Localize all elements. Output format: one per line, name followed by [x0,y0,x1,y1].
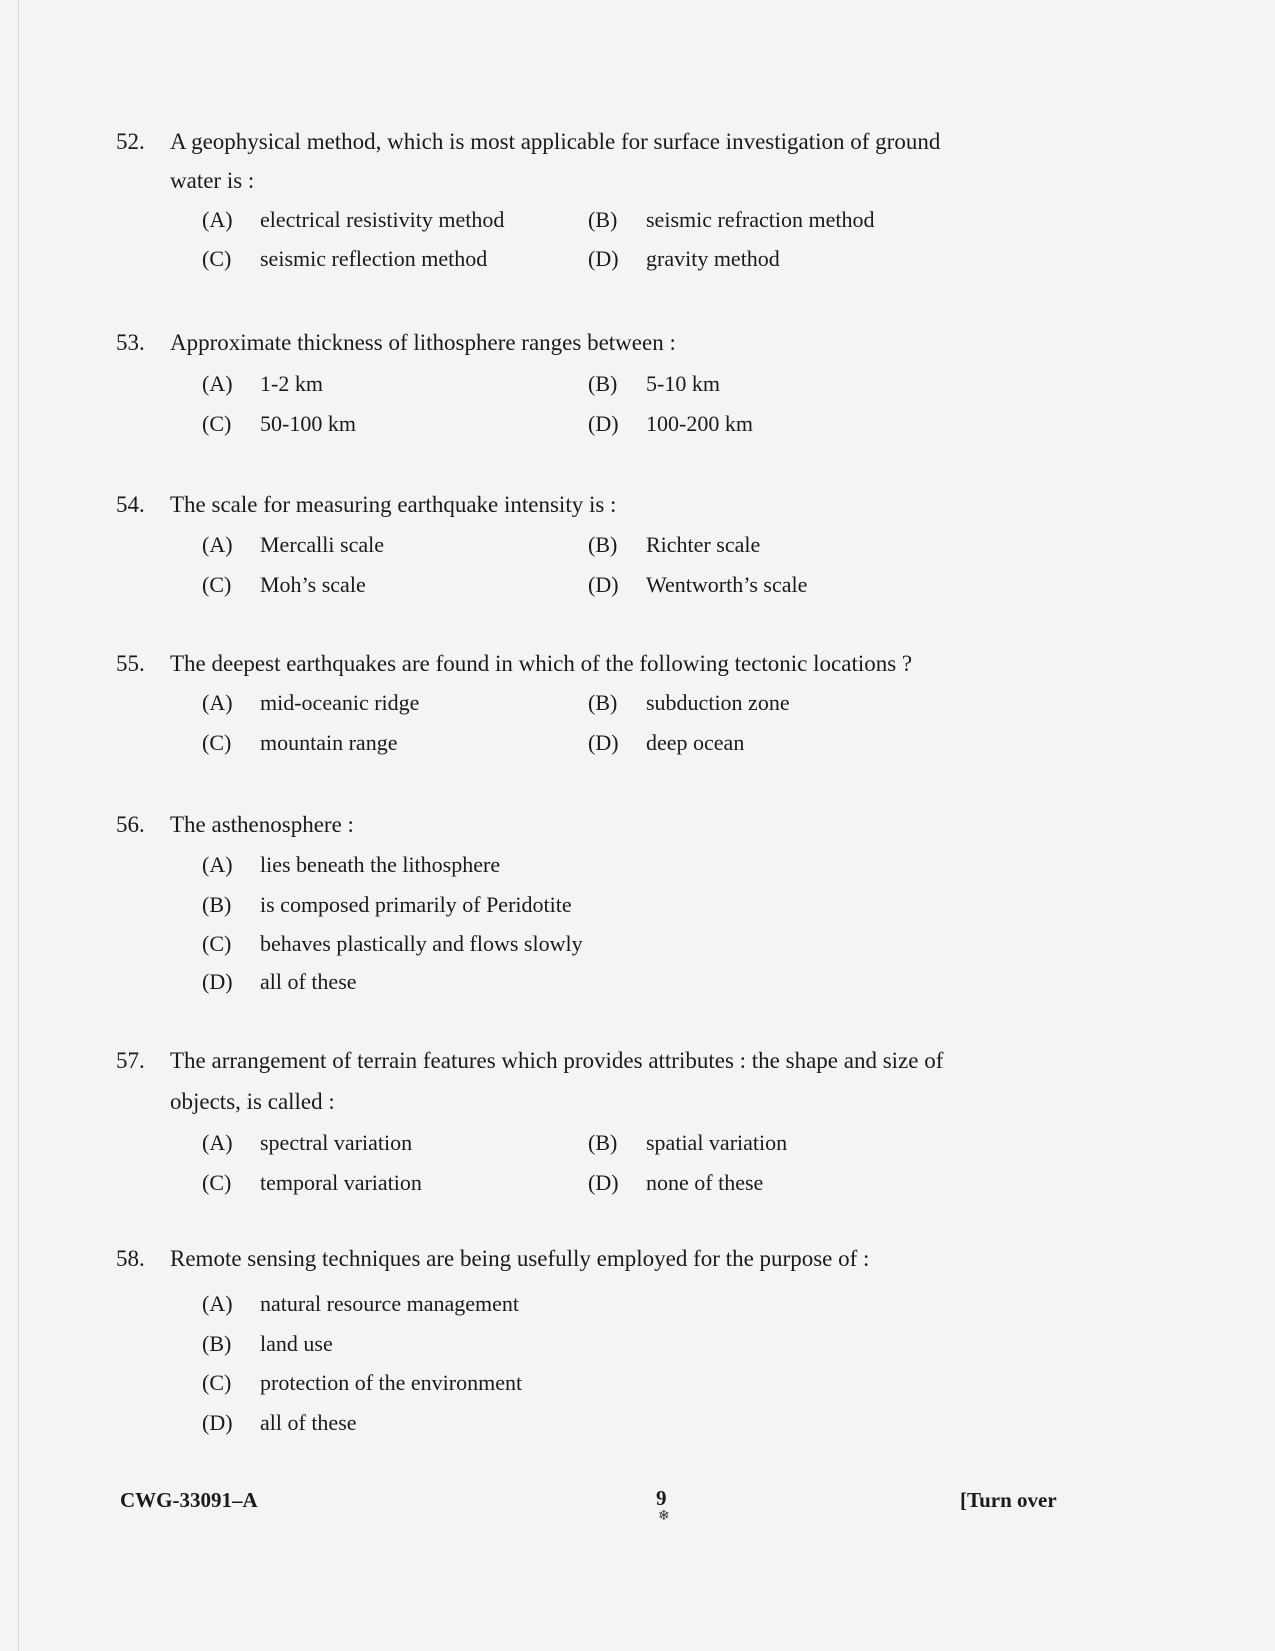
question-text: A geophysical method, which is most applicable for surface investigation of ground [170,129,941,154]
option-label: (C) [202,931,232,956]
option-text: behaves plastically and flows slowly [260,931,583,956]
option-text: mid-oceanic ridge [260,690,420,715]
option-text: seismic refraction method [646,207,875,232]
question-number: 52. [116,129,145,154]
option-text: Wentworth’s scale [646,572,808,597]
option-label: (B) [202,892,232,917]
option-text: natural resource management [260,1291,519,1316]
option-label: (C) [202,572,232,597]
option-text: 50-100 km [260,411,356,436]
page-number: 9 [656,1486,667,1510]
option-text: electrical resistivity method [260,207,505,232]
option-text: land use [260,1331,333,1356]
option-text: protection of the environment [260,1370,523,1395]
option-label: (B) [588,371,618,396]
question-text: Remote sensing techniques are being usefully employed for the purpose of : [170,1246,870,1271]
option-text: lies beneath the lithosphere [260,852,501,877]
option-label: (C) [202,411,232,436]
option-text: all of these [260,969,357,994]
option-label: (B) [588,690,618,715]
option-label: (D) [202,969,233,994]
option-label: (A) [202,532,233,557]
option-text: mountain range [260,730,398,755]
option-text: all of these [260,1410,357,1435]
question-number: 56. [116,812,145,837]
option-text: none of these [646,1170,764,1195]
option-text: Moh’s scale [260,572,366,597]
option-label: (D) [588,246,619,271]
option-text: 1-2 km [260,371,323,396]
option-label: (C) [202,730,232,755]
question-number: 53. [116,330,145,355]
option-text: temporal variation [260,1170,422,1195]
option-text: seismic reflection method [260,246,488,271]
question-text: Approximate thickness of lithosphere ranges between : [170,330,676,355]
option-text: Mercalli scale [260,532,384,557]
question-text: The deepest earthquakes are found in which of the following tectonic locations ? [170,651,913,676]
option-label: (D) [202,1410,233,1435]
question-number: 57. [116,1048,145,1073]
option-text: 100-200 km [646,411,753,436]
question-text: water is : [170,168,255,193]
option-label: (A) [202,690,233,715]
option-text: spatial variation [646,1130,788,1155]
option-label: (A) [202,1130,233,1155]
option-text: is composed primarily of Peridotite [260,892,572,917]
question-text: The scale for measuring earthquake intensity is : [170,492,617,517]
option-text: Richter scale [646,532,761,557]
option-text: 5-10 km [646,371,720,396]
turn-over-note: [Turn over [960,1488,1057,1512]
option-label: (C) [202,1370,232,1395]
option-label: (B) [588,1130,618,1155]
option-label: (A) [202,1291,233,1316]
option-text: subduction zone [646,690,790,715]
question-number: 58. [116,1246,145,1271]
question-text: The arrangement of terrain features which provides attributes : the shape and size of [170,1048,944,1073]
page-edge-line [18,0,19,1651]
option-label: (C) [202,1170,232,1195]
option-label: (B) [202,1331,232,1356]
option-label: (D) [588,411,619,436]
question-text: objects, is called : [170,1089,335,1114]
option-label: (D) [588,572,619,597]
option-label: (A) [202,207,233,232]
option-label: (C) [202,246,232,271]
option-text: deep ocean [646,730,745,755]
question-number: 54. [116,492,145,517]
option-text: gravity method [646,246,780,271]
option-label: (D) [588,1170,619,1195]
question-text: The asthenosphere : [170,812,354,837]
question-number: 55. [116,651,145,676]
option-label: (D) [588,730,619,755]
option-label: (B) [588,207,618,232]
snowflake-mark-icon: ❄ [658,1509,670,1524]
option-label: (A) [202,371,233,396]
option-label: (A) [202,852,233,877]
option-text: spectral variation [260,1130,413,1155]
option-label: (B) [588,532,618,557]
paper-code: CWG-33091–A [120,1488,258,1512]
